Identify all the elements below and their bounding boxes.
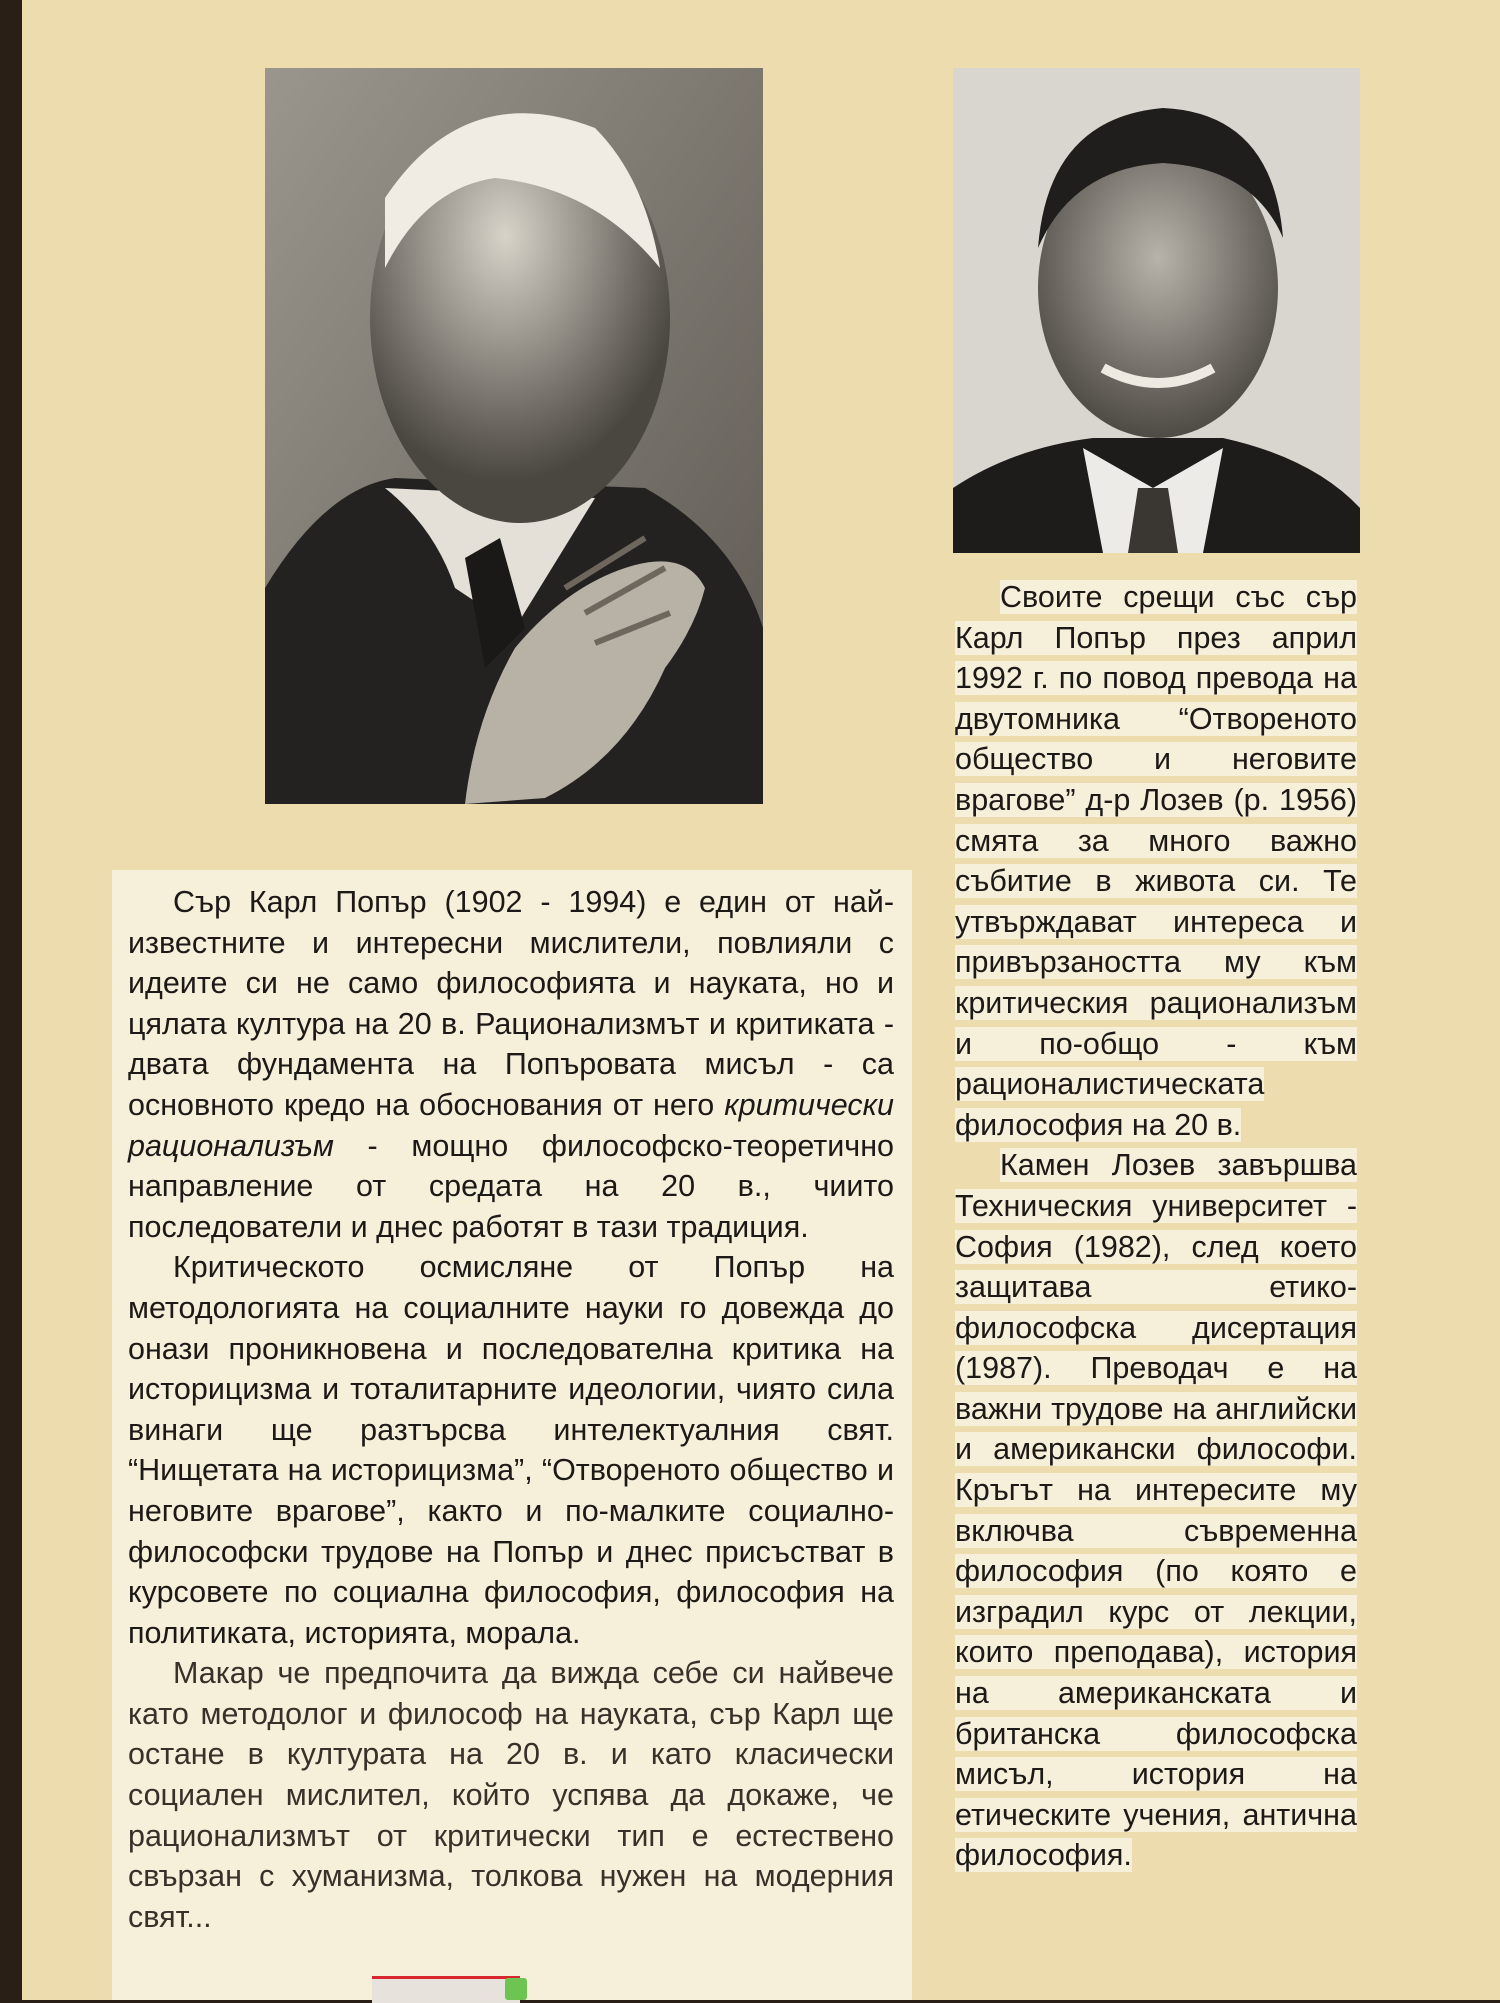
- critical-rationalism-term: критически рационализъм: [128, 1087, 894, 1163]
- green-sticker: [505, 1978, 527, 2000]
- lozev-portrait-photo: [953, 68, 1360, 553]
- popper-paragraph-2: Критическото осмисляне от Попър на методологията на социалните науки го довежда до онази проникновена и последователна критика на историцизма и тоталитарните идеологии, чиято сила винаги ще разтърсва интелектуалния свят. “Нищетата на историцизма”, “Отвореното общество и неговите врагове”, както и по-малките социално-философски трудове на Попър и днес присъстват в курсовете по социална философия, философия на политиката, историята, морала.: [128, 1250, 894, 1650]
- popper-portrait-photo: [265, 68, 763, 804]
- popper-biography-text: [112, 870, 912, 2000]
- lozev-biography-text: [955, 577, 1357, 1876]
- lozev-paragraph-1-text: Своите срещи със сър Карл Попър през април 1992 г. по повод превода на двутомника “Отвореното общество и неговите врагове” д-р Лозев (р. 1956) смята за много важно събитие в живота си. Те утвърждават интереса и привързаността му към критическия рационализъм и по-общо - към рационалистическата философия на 20 в.: [955, 580, 1357, 1142]
- popper-paragraph-1-end: - мощно философско-теоретично направление от средата на 20 в., чиито последователи и днес работят в тази традиция.: [128, 1128, 894, 1244]
- popper-paragraph-1: [128, 882, 894, 1247]
- popper-paragraph-3: Макар че предпочита да вижда себе си найвече като методолог и философ на науката, сър Карл ще остане в културата на 20 в. и като класически социален мислител, който успява да докаже, че рационализмът от критически тип е естествено свързан с хуманизма, толкова нужен на модерния свят...: [128, 1656, 894, 1934]
- lozev-paragraph-2: [955, 1145, 1357, 1876]
- price-sticker: [372, 1976, 520, 2003]
- lozev-paragraph-2-text: Камен Лозев завършва Техническия университет - София (1982), след което защитава етико-философска дисертация (1987). Преводач е на важни трудове на английски и американски философи. Кръгът на интересите му включва съвременна философия (по която е изградил курс от лекции, които преподава), история на американската и британска философска мисъл, история на етическите учения, антична философия.: [955, 1148, 1357, 1873]
- lozev-paragraph-1: [955, 577, 1357, 1145]
- popper-paragraph-1-text: Сър Карл Попър (1902 - 1994) е един от най-известните и интересни мислители, повлияли с идеите си не само философията и науката, но и цялата култура на 20 в. Рационализмът и критиката - двата фундамента на Попъровата мисъл - са основното кредо на обоснования от него: [128, 885, 894, 1122]
